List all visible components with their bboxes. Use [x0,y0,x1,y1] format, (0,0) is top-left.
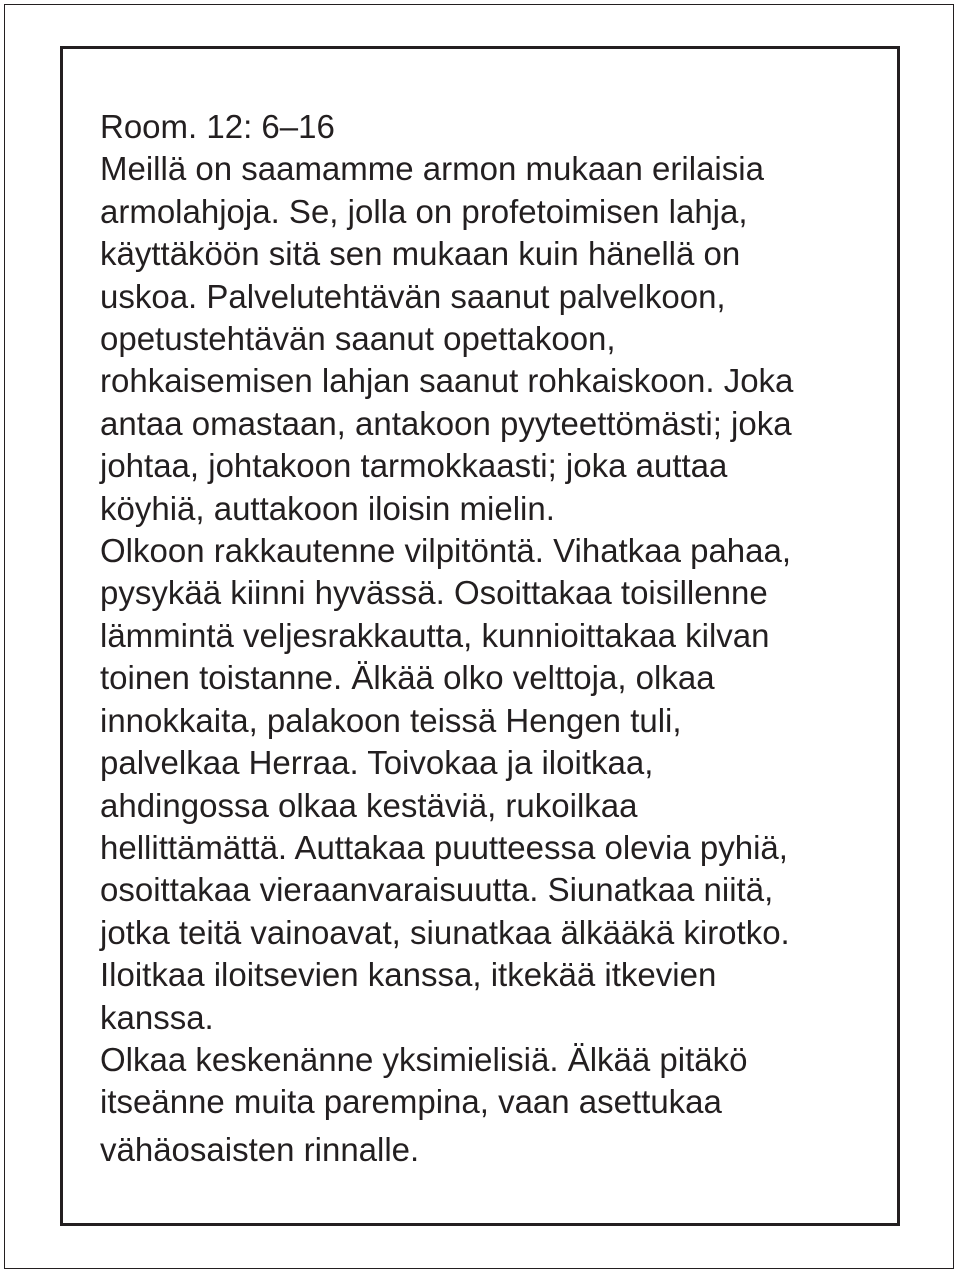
text-line-7: antaa omastaan, antakoon pyyteettömästi; joka [100,404,792,442]
text-line-22: Olkaa keskenänne yksimielisiä. Älkää pitäkö [100,1040,748,1078]
text-line-19: jotka teitä vainoavat, siunatkaa älkääkä kirotko. [100,913,790,951]
text-line-20: Iloitkaa iloitsevien kanssa, itkekää itkevien [100,956,717,994]
text-line-5: opetustehtävän saanut opettakoon, [100,320,616,358]
scripture-text-block [100,106,880,1171]
text-line-9: köyhiä, auttakoon iloisin mielin. [100,489,555,527]
text-line-23: itseänne muita parempina, vaan asettukaa [100,1083,722,1121]
text-line-14: innokkaita, palakoon teissä Hengen tuli, [100,701,682,739]
text-line-3: käyttäköön sitä sen mukaan kuin hänellä on [100,235,741,273]
text-line-10: Olkoon rakkautenne vilpitöntä. Vihatkaa pahaa, [100,532,792,570]
text-line-16: ahdingossa olkaa kestäviä, rukoilkaa [100,786,638,824]
text-line-6: rohkaisemisen lahjan saanut rohkaiskoon. Joka [100,362,794,400]
text-line-18: osoittakaa vieraanvaraisuutta. Siunatkaa niitä, [100,871,774,909]
text-line-11: pysykää kiinni hyvässä. Osoittakaa toisillenne [100,574,768,612]
text-line-24: vähäosaisten rinnalle. [100,1130,420,1168]
text-line-12: lämmintä veljesrakkautta, kunnioittakaa kilvan [100,616,770,654]
text-line-2: armolahjoja. Se, jolla on profetoimisen lahja, [100,192,748,230]
text-line-8: johtaa, johtakoon tarmokkaasti; joka auttaa [100,447,728,485]
text-line-17: hellittämättä. Auttakaa puutteessa olevia pyhiä, [100,828,788,866]
text-line-21: kanssa. [100,998,214,1036]
text-line-4: uskoa. Palvelutehtävän saanut palvelkoon, [100,277,726,315]
scripture-reference: Room. 12: 6–16 [100,108,335,145]
text-line-13: toinen toistanne. Älkää olko velttoja, olkaa [100,659,715,697]
text-line-1: Meillä on saamamme armon mukaan erilaisia [100,150,764,188]
text-line-15: palvelkaa Herraa. Toivokaa ja iloitkaa, [100,744,654,782]
